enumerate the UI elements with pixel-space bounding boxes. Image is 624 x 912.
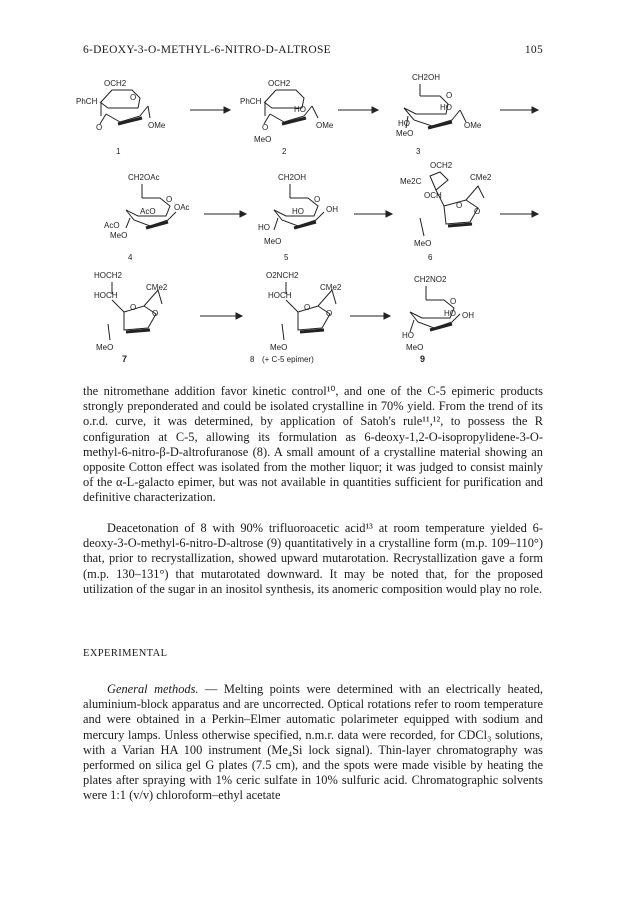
chem-label: HO: [292, 207, 304, 216]
chem-label: HO: [294, 105, 306, 114]
page-number: 105: [524, 44, 543, 56]
chem-label: OCH2: [430, 161, 453, 170]
reaction-scheme-drawing: [0, 68, 624, 368]
chem-label: OAc: [174, 203, 190, 212]
chem-label: CH2NO2: [414, 275, 447, 284]
chem-label: OH: [326, 205, 338, 214]
chem-label: O: [152, 309, 159, 318]
chem-label: PhCH: [76, 97, 98, 106]
chem-label: HOCH: [268, 291, 292, 300]
chem-label: CMe2: [146, 283, 168, 292]
chem-label: OMe: [148, 121, 166, 130]
compound-1-structure: [100, 90, 150, 124]
compound-4-number: 4: [128, 253, 133, 262]
compound-1-number: 1: [116, 147, 121, 156]
chem-label: CH2OAc: [128, 173, 160, 182]
chem-label: Me2C: [400, 177, 422, 186]
chem-label: O: [450, 297, 457, 306]
chem-label: O: [96, 123, 103, 132]
chem-label: MeO: [270, 343, 288, 352]
chem-label: MeO: [110, 231, 128, 240]
compound-8-caption: (+ C-5 epimer): [262, 355, 314, 364]
chem-label: OCH: [424, 191, 442, 200]
running-head-title: 6-DEOXY-3-O-METHYL-6-NITRO-D-ALTROSE: [83, 44, 332, 56]
compound-2-number: 2: [282, 147, 287, 156]
chem-label: CH2OH: [278, 173, 307, 182]
running-head: [83, 44, 543, 60]
compound-8-number: 8: [250, 355, 255, 364]
chem-label: O: [326, 309, 333, 318]
paragraph-general-methods: [83, 682, 543, 804]
chem-label: MeO: [96, 343, 114, 352]
compound-3-structure: [404, 84, 466, 128]
chem-label: OMe: [316, 121, 334, 130]
paragraph-kinetic-control: the nitromethane addition favor kinetic control¹⁰, and one of the C-5 epimeric products strongly preponderated and could be isolated crystalline in 70% yield. From the trend of its o.r.d. curve, it was determined, by application of Satoh's rule¹¹,¹², to possess the R configuration at C-5, allowing its formulation as 6-deoxy-1,2-O-isopropylidene-3-O-methyl-6-nitro-β-D-altrofuranose (8). A small amount of a crystalline material showing an opposite Cotton effect was isolated from the mother liquor; it was judged to consist mainly of the α-L-galacto epimer, but was not available in quantities sufficient for purification and definitive characterization.: [83, 384, 543, 505]
chem-label: HO: [444, 309, 456, 318]
reaction-scheme: [0, 68, 624, 368]
chem-label: HO: [440, 103, 452, 112]
chem-label: O: [304, 303, 311, 312]
chem-label: MeO: [254, 135, 272, 144]
chem-label: O: [130, 93, 137, 102]
chem-label: CH2OH: [412, 73, 441, 82]
paragraph-deacetonation: Deacetonation of 8 with 90% trifluoroacetic acid¹³ at room temperature yielded 6-deoxy-3-O-methyl-6-nitro-D-altrose (9) quantitatively in a crystalline form (m.p. 109–110°) that, prior to recrystallization, showed upward mutarotation. Recrystallization gave a form (m.p. 130–131°) that mutarotated downward. It may be noted that, for the proposed utilization of the sugar in an inositol synthesis, its anomeric composition would play no role.: [83, 521, 543, 596]
chem-label: HOCH: [94, 291, 118, 300]
chem-label: AcO: [140, 207, 156, 216]
section-heading-experimental: EXPERIMENTAL: [83, 648, 168, 659]
chem-label: MeO: [406, 343, 424, 352]
chem-label: O: [262, 123, 269, 132]
chem-label: O: [166, 195, 173, 204]
chem-label: O: [314, 195, 321, 204]
general-methods-lead: General methods.: [107, 682, 199, 696]
compound-7-number: 7: [122, 354, 128, 364]
chem-label: OH: [462, 311, 474, 320]
chem-label: MeO: [396, 129, 414, 138]
chem-label: AcO: [104, 221, 120, 230]
chem-label: MeO: [264, 237, 282, 246]
chem-label: O: [456, 201, 463, 210]
compound-2-structure: [264, 90, 318, 124]
compound-4-structure: [126, 184, 176, 228]
chem-label: O: [474, 207, 481, 216]
chem-label: CMe2: [470, 173, 492, 182]
chem-label: CMe2: [320, 283, 342, 292]
compound-9-number: 9: [420, 354, 426, 364]
general-methods-text: — Melting points were determined with an electrically heated, aluminium-block apparatus and are uncorrected. Optical rotations refer to room temperature and were obtained in a Perkin–Elmer automatic polarimeter equipped with sodium and mercury lamps. Unless otherwise specified, n.m.r. data were recorded, for CDCl₃ solutions, with a Varian HA 100 instrument (Me₄Si lock signal). Thin-layer chromatography was performed on silica gel G plates (7.5 cm), and the spots were made visible by heating the plates after spraying with 1% ceric sulfate in 10% sulfuric acid. Chromatographic solvents were 1:1 (v/v) chloroform–ethyl acetate: [83, 682, 543, 803]
chem-label: OCH2: [268, 79, 291, 88]
chem-label: O2NCH2: [266, 271, 299, 280]
chem-label: HOCH2: [94, 271, 123, 280]
chem-label: HO: [398, 119, 410, 128]
chem-label: OCH2: [104, 79, 127, 88]
compound-3-number: 3: [416, 147, 421, 156]
chem-label: PhCH: [240, 97, 262, 106]
chem-label: HO: [402, 331, 414, 340]
compound-6-number: 6: [428, 253, 433, 262]
chem-label: O: [446, 91, 453, 100]
chem-label: HO: [258, 223, 270, 232]
chem-label: OMe: [464, 121, 482, 130]
compound-5-number: 5: [284, 253, 289, 262]
chem-label: O: [130, 303, 137, 312]
chem-label: MeO: [414, 239, 432, 248]
